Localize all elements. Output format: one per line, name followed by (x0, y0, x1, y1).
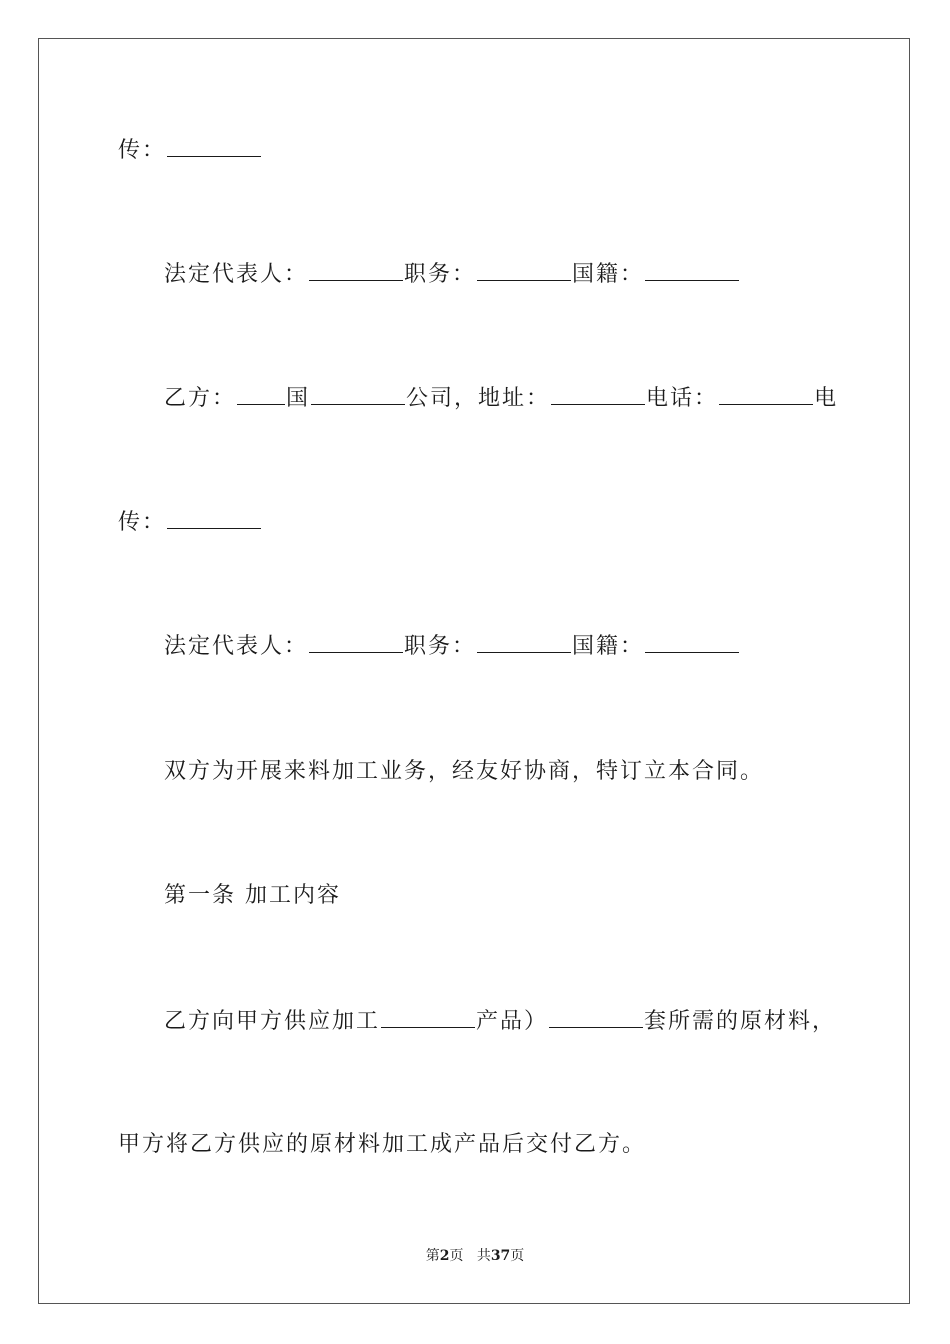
page-footer (0, 1246, 950, 1266)
legal-rep-label: 法定代表人： (164, 262, 309, 287)
phone-label: 电话： (646, 386, 719, 411)
article-heading: 第一条 加工内容 (164, 883, 341, 908)
party-b-label: 乙方： (164, 386, 237, 411)
page-suffix: 页 (449, 1248, 464, 1264)
agreement-intro: 双方为开展来料加工业务，经友好协商，特订立本合同。 (164, 759, 765, 784)
address-blank (551, 384, 645, 405)
page-prefix: 第 (425, 1248, 440, 1264)
fax-blank (167, 136, 261, 157)
fax-label: 传： (118, 138, 167, 163)
position-blank (477, 260, 571, 281)
product-label: 产品） (476, 1009, 549, 1034)
legal-rep-label: 法定代表人： (164, 634, 309, 659)
fax-line-1 (118, 136, 262, 166)
total-pages: 37 (490, 1248, 511, 1264)
supply-text: 乙方向甲方供应加工 (164, 1009, 381, 1034)
company-address-label: 公司，地址： (406, 386, 551, 411)
nationality-blank (645, 632, 739, 653)
party-b-line (164, 384, 838, 414)
article-body-line-1 (164, 1007, 836, 1037)
quantity-blank (549, 1007, 643, 1028)
fax-line-2 (118, 508, 262, 538)
legal-rep-blank (309, 632, 403, 653)
fax-blank (167, 508, 261, 529)
country-blank (237, 384, 285, 405)
fax-label-start: 电 (814, 386, 839, 411)
nationality-label: 国籍： (572, 262, 645, 287)
legal-rep-line-2 (164, 632, 740, 662)
article-body-line-2: 甲方将乙方供应的原材料加工成产品后交付乙方。 (118, 1132, 647, 1157)
nationality-blank (645, 260, 739, 281)
country-label: 国 (286, 386, 311, 411)
company-blank (311, 384, 405, 405)
total-prefix: 共 (476, 1248, 491, 1264)
fax-label: 传： (118, 510, 167, 535)
product-blank (381, 1007, 475, 1028)
total-suffix: 页 (510, 1248, 525, 1264)
legal-rep-blank (309, 260, 403, 281)
phone-blank (719, 384, 813, 405)
nationality-label: 国籍： (572, 634, 645, 659)
legal-rep-line-1 (164, 260, 740, 290)
page-number: 2 (439, 1248, 450, 1264)
materials-text: 套所需的原材料， (644, 1009, 837, 1034)
position-label: 职务： (404, 262, 477, 287)
position-blank (477, 632, 571, 653)
position-label: 职务： (404, 634, 477, 659)
page-border (38, 38, 910, 1304)
